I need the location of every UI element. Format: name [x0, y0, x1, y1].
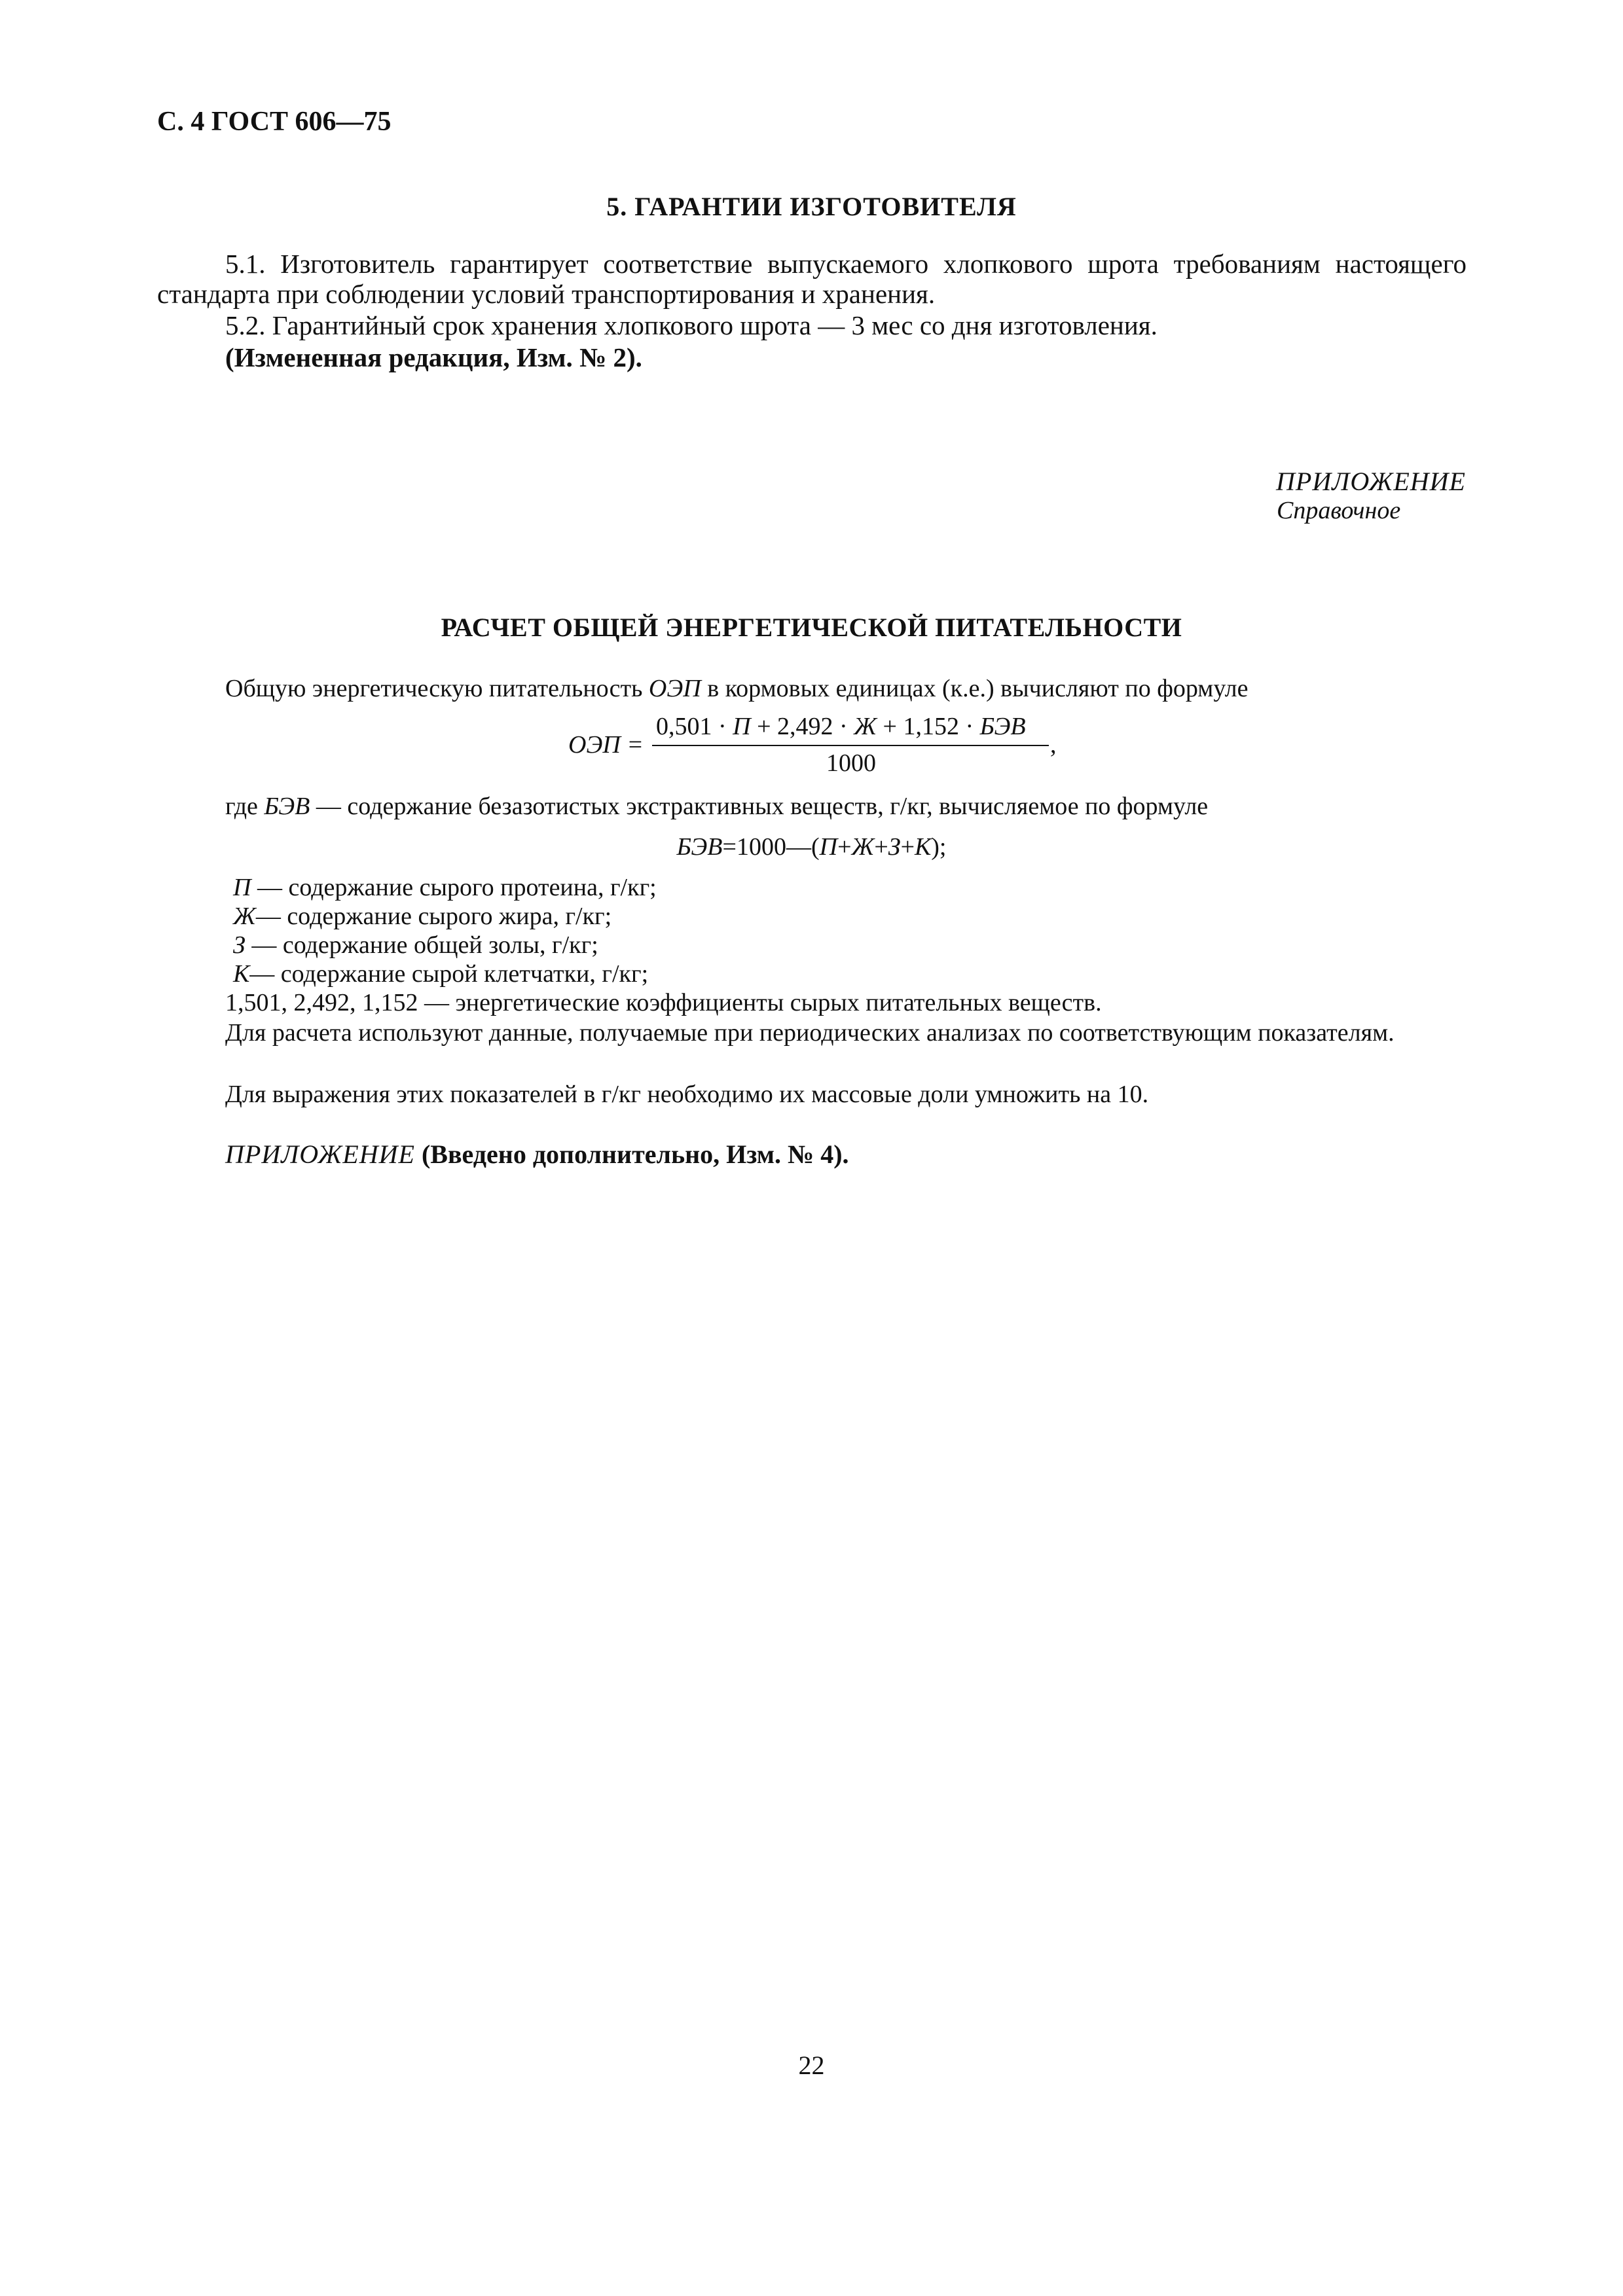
expression-text: Для выражения этих показателей в г/кг необходимо их массовые доли умножить на 10. [225, 1081, 1149, 1108]
fraction-line [652, 745, 1049, 746]
formula-comma: , [1050, 731, 1057, 759]
definition-item: Ж— содержание сырого жира, г/кг; [233, 903, 612, 930]
usage-text: Для расчета используют данные, получаемые при периодических анализах по соответствующим показателям. [225, 1019, 1395, 1047]
definition-item: К— содержание сырой клетчатки, г/кг; [233, 960, 649, 988]
appendix-sublabel: Справочное [1277, 497, 1401, 524]
formula-lhs: ОЭП = [568, 731, 644, 759]
definition-item: П — содержание сырого протеина, г/кг; [233, 874, 657, 901]
appendix-label: ПРИЛОЖЕНИЕ [1276, 467, 1466, 496]
edition-note: (Измененная редакция, Изм. № 2). [225, 342, 642, 372]
definition-item: З — содержание общей золы, г/кг; [233, 931, 598, 959]
intro-text: Общую энергетическую питательность ОЭП в кормовых единицах (к.е.) вычисляют по формуле [225, 675, 1249, 702]
paragraph-5-1: 5.1. Изготовитель гарантирует соответствие выпускаемого хлопкового шрота требованиям настоящего стандарта при соблюдении условий транспортирования и хранения. [157, 249, 1467, 309]
coefficients-text: 1,501, 2,492, 1,152 — энергетические коэффициенты сырых питательных веществ. [225, 989, 1102, 1016]
appendix-title: РАСЧЕТ ОБЩЕЙ ЭНЕРГЕТИЧЕСКОЙ ПИТАТЕЛЬНОСТИ [441, 613, 1182, 642]
formula-denominator: 1000 [826, 749, 876, 777]
section-title: 5. ГАРАНТИИ ИЗГОТОВИТЕЛЯ [606, 192, 1017, 221]
appendix-edition-note: ПРИЛОЖЕНИЕ (Введено дополнительно, Изм. № 4). [225, 1139, 849, 1169]
page-number: 22 [798, 2051, 825, 2080]
formula-numerator: 0,501 · П + 2,492 · Ж + 1,152 · БЭВ [656, 713, 1026, 740]
page-header: С. 4 ГОСТ 606—75 [157, 107, 392, 137]
bev-formula: БЭВ=1000—(П+Ж+З+К); [676, 833, 947, 861]
paragraph-5-2: 5.2. Гарантийный срок хранения хлопкового шрота — 3 мес со дня изготовления. [225, 310, 1158, 340]
where-text: где БЭВ — содержание безазотистых экстрактивных веществ, г/кг, вычисляемое по формуле [225, 793, 1209, 820]
